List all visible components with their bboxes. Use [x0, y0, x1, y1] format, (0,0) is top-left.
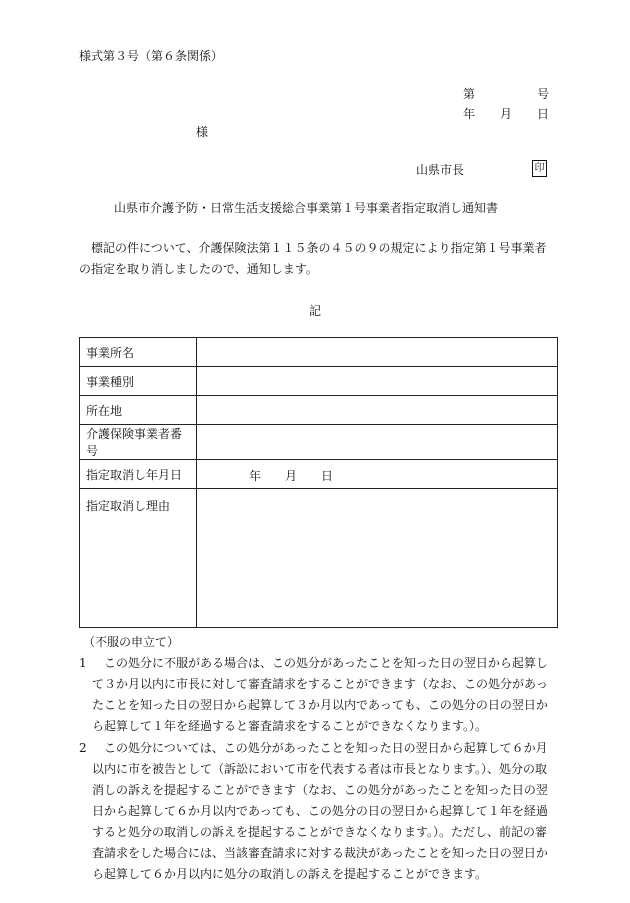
table-row [80, 396, 558, 425]
addressee-suffix: 様 [196, 125, 209, 139]
revocation-day: 日 [321, 469, 334, 483]
row-label: 指定取消し年月日 [80, 460, 197, 489]
list-item [79, 738, 559, 885]
row-label: 指定取消し理由 [80, 489, 197, 628]
body-text: 標記の件について、介護保険法第１１５条の４５の９の規定により指定第１号事業者の指定を取り消しましたので、通知します。 [79, 241, 547, 276]
row-label: 事業所名 [80, 338, 197, 367]
revocation-date-cell [197, 460, 558, 489]
row-value [197, 396, 558, 425]
table-row [80, 338, 558, 367]
reason-value [197, 489, 558, 628]
form-number: 様式第３号（第６条関係） [79, 49, 224, 63]
objection-heading: （不服の申立て） [83, 635, 180, 649]
document-title: 山県市介護予防・日常生活支援総合事業第１号事業者指定取消し通知書 [114, 201, 499, 215]
item-text: この処分については、この処分があったことを知った日の翌日から起算して６か月以内に市を被告として（訴訟において市を代表する者は市長となります。）、処分の取消しの訴えを提起することができます（なお、この処分があったことを知った日の翌日から起算して６か月以内であっても、この処分の日の翌日から起算して１年を経過すると処分の取消しの訴えを提起することができなくなります。）。ただし、前記の審査請求をした場合には、当該審査請求に対する裁決があったことを知った日の翌日から起算して６か月以内に処分の取消しの訴えを提起することができます。 [92, 741, 548, 881]
date-month: 月 [500, 107, 513, 121]
details-table [79, 337, 558, 628]
table-row [80, 425, 558, 460]
item-number: 2 [79, 741, 87, 755]
row-value [197, 338, 558, 367]
date-day: 日 [537, 107, 550, 121]
item-number: 1 [79, 656, 87, 670]
issuer-name: 山県市長 [416, 163, 465, 177]
item-text: この処分に不服がある場合は、この処分があったことを知った日の翌日から起算して３か月以内に市長に対して審査請求をすることができます（なお、この処分があったことを知った日の翌日から起算して３か月以内であっても、この処分の日の翌日から起算して１年を経過すると審査請求をすることができなくなります。）。 [92, 656, 548, 733]
doc-no-prefix: 第 [463, 87, 476, 101]
ki-heading: 記 [308, 304, 321, 318]
table-row [80, 489, 558, 628]
table-row [80, 367, 558, 396]
list-item [79, 653, 559, 737]
row-value [197, 367, 558, 396]
revocation-year: 年 [249, 469, 262, 483]
row-label: 事業種別 [80, 367, 197, 396]
doc-no-suffix: 号 [537, 87, 550, 101]
row-label: 所在地 [80, 396, 197, 425]
row-label: 介護保険事業者番号 [80, 425, 197, 460]
objection-section [79, 632, 559, 885]
seal-box: 印 [532, 160, 547, 177]
revocation-month: 月 [285, 469, 298, 483]
table-row [80, 460, 558, 489]
date-year: 年 [463, 107, 476, 121]
row-value [197, 425, 558, 460]
